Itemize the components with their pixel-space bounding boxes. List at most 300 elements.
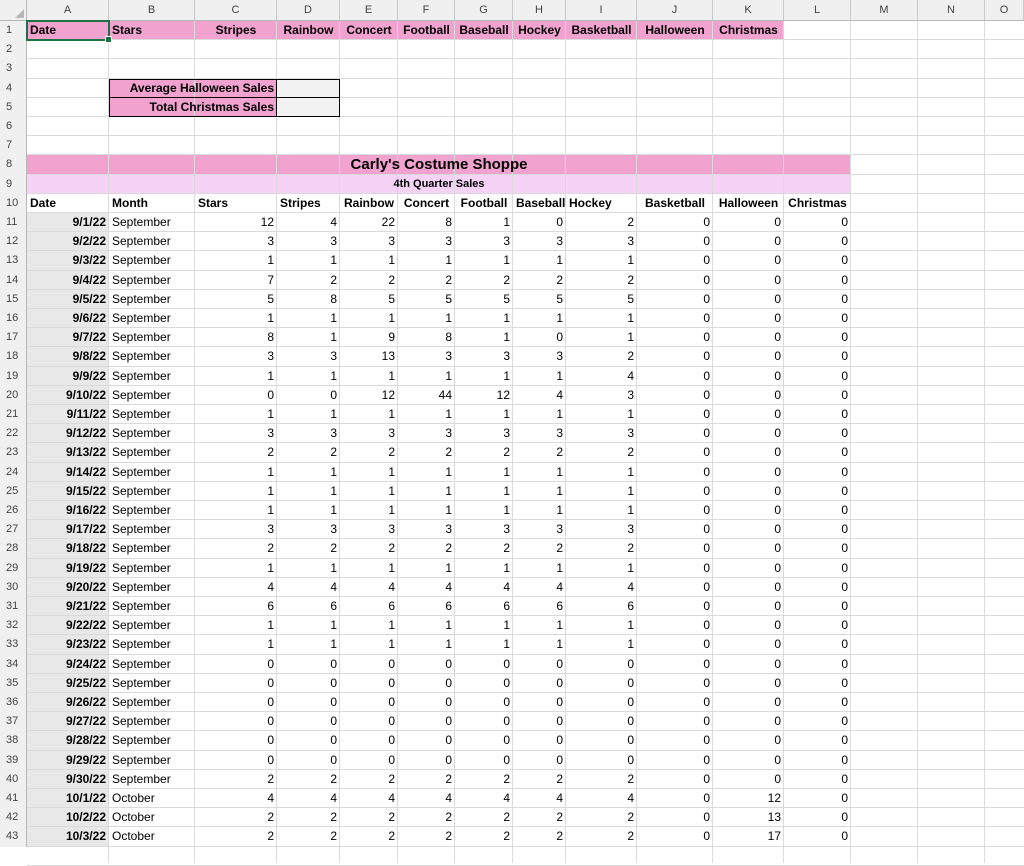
value-cell[interactable]: 3 (267, 522, 274, 537)
value-cell[interactable]: 8 (445, 330, 452, 345)
value-cell[interactable]: 1 (503, 560, 510, 575)
month-cell[interactable]: September (112, 733, 171, 748)
date-cell[interactable]: 9/9/22 (72, 368, 106, 383)
row1-header-cell[interactable]: Concert (346, 23, 392, 37)
value-cell[interactable]: 0 (703, 503, 710, 517)
value-cell[interactable]: 0 (841, 771, 848, 786)
value-cell[interactable]: 3 (445, 349, 452, 364)
row-header-23[interactable]: 23 (0, 443, 27, 462)
row-header-34[interactable]: 34 (0, 655, 27, 674)
value-cell[interactable]: 1 (627, 330, 634, 345)
value-cell[interactable]: 5 (267, 291, 274, 306)
value-cell[interactable]: 0 (703, 483, 710, 498)
month-cell[interactable]: September (112, 234, 171, 249)
date-cell[interactable]: 9/21/22 (65, 599, 106, 613)
value-cell[interactable]: 1 (388, 464, 395, 479)
value-cell[interactable]: 0 (774, 695, 781, 709)
row-header-3[interactable]: 3 (0, 59, 27, 78)
value-cell[interactable]: 12 (767, 791, 781, 805)
value-cell[interactable]: 1 (267, 503, 274, 517)
value-cell[interactable]: 1 (445, 560, 452, 575)
value-cell[interactable]: 4 (330, 791, 337, 805)
value-cell[interactable]: 0 (445, 714, 452, 729)
table-header-cell[interactable]: Baseball (516, 195, 566, 210)
value-cell[interactable]: 0 (703, 829, 710, 844)
value-cell[interactable]: 1 (556, 407, 563, 421)
row-header-39[interactable]: 39 (0, 751, 27, 770)
value-cell[interactable]: 2 (503, 771, 510, 786)
month-cell[interactable]: September (112, 330, 171, 345)
value-cell[interactable]: 2 (445, 272, 452, 287)
month-cell[interactable]: October (112, 829, 155, 844)
value-cell[interactable]: 1 (627, 407, 634, 421)
value-cell[interactable]: 0 (330, 695, 337, 709)
row-header-40[interactable]: 40 (0, 770, 27, 789)
month-cell[interactable]: September (112, 426, 171, 441)
value-cell[interactable]: 1 (267, 637, 274, 652)
value-cell[interactable]: 0 (267, 675, 274, 690)
value-cell[interactable]: 2 (627, 215, 634, 229)
column-header-c[interactable]: C (195, 0, 277, 21)
value-cell[interactable]: 3 (445, 426, 452, 441)
value-cell[interactable]: 2 (503, 810, 510, 825)
value-cell[interactable]: 0 (774, 714, 781, 729)
row-header-33[interactable]: 33 (0, 635, 27, 654)
value-cell[interactable]: 8 (267, 330, 274, 345)
month-cell[interactable]: September (112, 695, 171, 709)
value-cell[interactable]: 0 (841, 387, 848, 402)
value-cell[interactable]: 1 (503, 407, 510, 421)
value-cell[interactable]: 0 (556, 675, 563, 690)
value-cell[interactable]: 0 (774, 752, 781, 767)
value-cell[interactable]: 2 (388, 272, 395, 287)
value-cell[interactable]: 0 (556, 752, 563, 767)
column-header-b[interactable]: B (109, 0, 195, 21)
value-cell[interactable]: 2 (330, 272, 337, 287)
row1-header-cell[interactable]: Baseball (459, 23, 509, 37)
value-cell[interactable]: 2 (330, 829, 337, 844)
row-header-15[interactable]: 15 (0, 290, 27, 309)
value-cell[interactable]: 1 (267, 253, 274, 268)
month-cell[interactable]: September (112, 215, 171, 229)
value-cell[interactable]: 0 (388, 656, 395, 671)
value-cell[interactable]: 0 (267, 733, 274, 748)
value-cell[interactable]: 3 (556, 349, 563, 364)
date-cell[interactable]: 10/1/22 (65, 791, 106, 805)
value-cell[interactable]: 0 (330, 752, 337, 767)
date-cell[interactable]: 9/17/22 (65, 522, 106, 537)
value-cell[interactable]: 1 (627, 311, 634, 325)
value-cell[interactable]: 0 (841, 503, 848, 517)
value-cell[interactable]: 0 (774, 522, 781, 537)
value-cell[interactable]: 2 (330, 541, 337, 556)
value-cell[interactable]: 2 (330, 810, 337, 825)
date-cell[interactable]: 9/24/22 (65, 656, 106, 671)
value-cell[interactable]: 0 (388, 714, 395, 729)
row-header-25[interactable]: 25 (0, 482, 27, 501)
row1-header-cell[interactable]: Hockey (518, 23, 561, 37)
month-cell[interactable]: September (112, 503, 171, 517)
value-cell[interactable]: 1 (330, 330, 337, 345)
row1-header-cell[interactable]: Stripes (215, 23, 257, 37)
column-header-o[interactable]: O (985, 0, 1024, 21)
value-cell[interactable]: 0 (841, 637, 848, 652)
fill-handle[interactable] (105, 36, 112, 43)
value-cell[interactable]: 2 (627, 349, 634, 364)
value-cell[interactable]: 1 (388, 253, 395, 268)
value-cell[interactable]: 0 (445, 733, 452, 748)
value-cell[interactable]: 0 (841, 675, 848, 690)
month-cell[interactable]: September (112, 656, 171, 671)
value-cell[interactable]: 2 (627, 810, 634, 825)
value-cell[interactable]: 1 (330, 483, 337, 498)
column-header-j[interactable]: J (637, 0, 713, 21)
row-header-10[interactable]: 10 (0, 194, 27, 213)
table-header-cell[interactable]: Concert (403, 195, 450, 210)
value-cell[interactable]: 1 (388, 637, 395, 652)
value-cell[interactable]: 3 (445, 522, 452, 537)
value-cell[interactable]: 5 (627, 291, 634, 306)
value-cell[interactable]: 8 (330, 291, 337, 306)
value-cell[interactable]: 1 (627, 253, 634, 268)
value-cell[interactable]: 6 (267, 599, 274, 613)
row1-header-cell[interactable]: Football (403, 23, 450, 37)
value-cell[interactable]: 0 (841, 752, 848, 767)
value-cell[interactable]: 8 (445, 215, 452, 229)
value-cell[interactable]: 0 (627, 675, 634, 690)
month-cell[interactable]: September (112, 464, 171, 479)
row1-header-cell[interactable]: Halloween (645, 23, 705, 37)
value-cell[interactable]: 1 (503, 483, 510, 498)
date-cell[interactable]: 9/19/22 (65, 560, 106, 575)
row-header-41[interactable]: 41 (0, 789, 27, 808)
table-header-cell[interactable]: Christmas (788, 195, 847, 210)
date-cell[interactable]: 9/25/22 (65, 675, 106, 690)
month-cell[interactable]: September (112, 272, 171, 287)
date-cell[interactable]: 9/30/22 (65, 771, 106, 786)
value-cell[interactable]: 3 (627, 426, 634, 441)
column-header-a[interactable]: A (27, 0, 109, 21)
value-cell[interactable]: 0 (267, 387, 274, 402)
value-cell[interactable]: 0 (330, 387, 337, 402)
value-cell[interactable]: 0 (556, 656, 563, 671)
value-cell[interactable]: 0 (556, 215, 563, 229)
value-cell[interactable]: 1 (556, 637, 563, 652)
value-cell[interactable]: 1 (388, 483, 395, 498)
value-cell[interactable]: 0 (703, 579, 710, 594)
value-cell[interactable]: 2 (388, 810, 395, 825)
value-cell[interactable]: 0 (774, 253, 781, 268)
value-cell[interactable]: 1 (330, 560, 337, 575)
value-cell[interactable]: 3 (330, 349, 337, 364)
value-cell[interactable]: 0 (267, 752, 274, 767)
value-cell[interactable]: 1 (503, 503, 510, 517)
month-cell[interactable]: September (112, 675, 171, 690)
value-cell[interactable]: 0 (503, 733, 510, 748)
value-cell[interactable]: 0 (841, 579, 848, 594)
value-cell[interactable]: 2 (388, 541, 395, 556)
value-cell[interactable]: 0 (774, 560, 781, 575)
value-cell[interactable]: 0 (388, 675, 395, 690)
value-cell[interactable]: 0 (267, 656, 274, 671)
value-cell[interactable]: 0 (774, 311, 781, 325)
value-cell[interactable]: 3 (556, 522, 563, 537)
value-cell[interactable]: 0 (267, 714, 274, 729)
value-cell[interactable]: 1 (445, 503, 452, 517)
value-cell[interactable]: 2 (556, 541, 563, 556)
value-cell[interactable]: 0 (503, 714, 510, 729)
value-cell[interactable]: 1 (556, 618, 563, 633)
value-cell[interactable]: 2 (267, 829, 274, 844)
date-cell[interactable]: 10/2/22 (65, 810, 106, 825)
row-header-26[interactable]: 26 (0, 501, 27, 520)
value-cell[interactable]: 0 (627, 695, 634, 709)
value-cell[interactable]: 2 (445, 810, 452, 825)
value-cell[interactable]: 0 (703, 387, 710, 402)
value-cell[interactable]: 0 (774, 771, 781, 786)
date-cell[interactable]: 9/6/22 (72, 311, 106, 325)
value-cell[interactable]: 3 (503, 522, 510, 537)
value-cell[interactable]: 0 (330, 675, 337, 690)
value-cell[interactable]: 0 (841, 656, 848, 671)
column-header-k[interactable]: K (713, 0, 784, 21)
value-cell[interactable]: 4 (556, 387, 563, 402)
value-cell[interactable]: 0 (267, 695, 274, 709)
value-cell[interactable]: 0 (556, 695, 563, 709)
value-cell[interactable]: 1 (445, 368, 452, 383)
value-cell[interactable]: 0 (703, 330, 710, 345)
value-cell[interactable]: 0 (388, 752, 395, 767)
value-cell[interactable]: 0 (774, 407, 781, 421)
month-cell[interactable]: September (112, 560, 171, 575)
row1-header-cell[interactable]: Date (30, 23, 57, 37)
value-cell[interactable]: 0 (703, 791, 710, 805)
value-cell[interactable]: 0 (627, 733, 634, 748)
value-cell[interactable]: 0 (703, 541, 710, 556)
value-cell[interactable]: 0 (703, 618, 710, 633)
row-header-11[interactable]: 11 (0, 213, 27, 232)
row1-header-cell[interactable]: Rainbow (283, 23, 334, 37)
row-header-16[interactable]: 16 (0, 309, 27, 328)
date-cell[interactable]: 9/26/22 (65, 695, 106, 709)
value-cell[interactable]: 0 (774, 541, 781, 556)
value-cell[interactable]: 0 (330, 714, 337, 729)
row1-header-cell[interactable]: Stars (112, 23, 143, 37)
value-cell[interactable]: 5 (503, 291, 510, 306)
column-header-n[interactable]: N (918, 0, 985, 21)
value-cell[interactable]: 22 (381, 215, 395, 229)
value-cell[interactable]: 0 (841, 215, 848, 229)
value-cell[interactable]: 0 (703, 311, 710, 325)
value-cell[interactable]: 0 (703, 695, 710, 709)
row-header-38[interactable]: 38 (0, 731, 27, 750)
value-cell[interactable]: 1 (445, 618, 452, 633)
row-header-30[interactable]: 30 (0, 578, 27, 597)
value-cell[interactable]: 3 (445, 234, 452, 249)
row-header-13[interactable]: 13 (0, 251, 27, 270)
value-cell[interactable]: 4 (445, 791, 452, 805)
table-header-cell[interactable]: Basketball (644, 195, 706, 210)
value-cell[interactable]: 1 (503, 330, 510, 345)
value-cell[interactable]: 0 (703, 272, 710, 287)
value-cell[interactable]: 3 (267, 426, 274, 441)
value-cell[interactable]: 0 (841, 368, 848, 383)
value-cell[interactable]: 2 (556, 272, 563, 287)
month-cell[interactable]: September (112, 541, 171, 556)
value-cell[interactable]: 0 (841, 829, 848, 844)
value-cell[interactable]: 0 (627, 714, 634, 729)
column-header-m[interactable]: M (851, 0, 918, 21)
value-cell[interactable]: 0 (841, 272, 848, 287)
value-cell[interactable]: 0 (774, 330, 781, 345)
value-cell[interactable]: 1 (627, 618, 634, 633)
value-cell[interactable]: 1 (503, 464, 510, 479)
row1-header-cell[interactable]: Basketball (571, 23, 632, 37)
value-cell[interactable]: 4 (330, 579, 337, 594)
value-cell[interactable]: 1 (330, 253, 337, 268)
value-cell[interactable]: 2 (445, 445, 452, 460)
value-cell[interactable]: 5 (556, 291, 563, 306)
value-cell[interactable]: 0 (503, 752, 510, 767)
month-cell[interactable]: October (112, 810, 155, 825)
value-cell[interactable]: 0 (774, 445, 781, 460)
value-cell[interactable]: 13 (381, 349, 395, 364)
month-cell[interactable]: September (112, 752, 171, 767)
row-header-4[interactable]: 4 (0, 79, 27, 98)
value-cell[interactable]: 1 (267, 618, 274, 633)
row-header-36[interactable]: 36 (0, 693, 27, 712)
value-cell[interactable]: 2 (445, 771, 452, 786)
date-cell[interactable]: 9/10/22 (65, 387, 106, 402)
value-cell[interactable]: 4 (556, 579, 563, 594)
row1-header-cell[interactable]: Christmas (719, 23, 778, 37)
value-cell[interactable]: 1 (627, 483, 634, 498)
value-cell[interactable]: 6 (627, 599, 634, 613)
value-cell[interactable]: 3 (503, 234, 510, 249)
value-cell[interactable]: 4 (445, 579, 452, 594)
value-cell[interactable]: 1 (556, 503, 563, 517)
column-header-g[interactable]: G (455, 0, 513, 21)
row-header-2[interactable]: 2 (0, 40, 27, 59)
value-cell[interactable]: 6 (388, 599, 395, 613)
value-cell[interactable]: 0 (703, 675, 710, 690)
value-cell[interactable]: 4 (330, 215, 337, 229)
value-cell[interactable]: 0 (703, 426, 710, 441)
value-cell[interactable]: 1 (267, 464, 274, 479)
value-cell[interactable]: 1 (388, 560, 395, 575)
value-cell[interactable]: 0 (841, 330, 848, 345)
date-cell[interactable]: 9/13/22 (65, 445, 106, 460)
table-header-cell[interactable]: Football (460, 195, 508, 210)
value-cell[interactable]: 2 (330, 445, 337, 460)
value-cell[interactable]: 1 (445, 253, 452, 268)
value-cell[interactable]: 0 (703, 771, 710, 786)
value-cell[interactable]: 0 (774, 637, 781, 652)
date-cell[interactable]: 9/23/22 (65, 637, 106, 652)
value-cell[interactable]: 1 (445, 483, 452, 498)
value-cell[interactable]: 0 (841, 522, 848, 537)
value-cell[interactable]: 3 (330, 426, 337, 441)
value-cell[interactable]: 0 (556, 714, 563, 729)
row-header-32[interactable]: 32 (0, 616, 27, 635)
value-cell[interactable]: 2 (556, 810, 563, 825)
value-cell[interactable]: 12 (496, 387, 510, 402)
value-cell[interactable]: 2 (388, 771, 395, 786)
month-cell[interactable]: September (112, 387, 171, 402)
table-header-cell[interactable]: Month (112, 195, 148, 210)
row-header-31[interactable]: 31 (0, 597, 27, 616)
value-cell[interactable]: 1 (556, 368, 563, 383)
value-cell[interactable]: 1 (388, 503, 395, 517)
value-cell[interactable]: 1 (556, 253, 563, 268)
value-cell[interactable]: 1 (388, 311, 395, 325)
row-header-28[interactable]: 28 (0, 539, 27, 558)
value-cell[interactable]: 2 (503, 829, 510, 844)
value-cell[interactable]: 0 (556, 330, 563, 345)
value-cell[interactable]: 0 (841, 541, 848, 556)
value-cell[interactable]: 0 (841, 311, 848, 325)
value-cell[interactable]: 1 (445, 637, 452, 652)
value-cell[interactable]: 0 (774, 618, 781, 633)
value-cell[interactable]: 1 (388, 368, 395, 383)
date-cell[interactable]: 9/16/22 (65, 503, 106, 517)
value-cell[interactable]: 3 (388, 426, 395, 441)
row-header-17[interactable]: 17 (0, 328, 27, 347)
value-cell[interactable]: 2 (445, 541, 452, 556)
value-cell[interactable]: 1 (445, 464, 452, 479)
value-cell[interactable]: 2 (627, 829, 634, 844)
value-cell[interactable]: 6 (503, 599, 510, 613)
month-cell[interactable]: October (112, 791, 155, 805)
value-cell[interactable]: 0 (703, 215, 710, 229)
value-cell[interactable]: 0 (503, 656, 510, 671)
value-cell[interactable]: 44 (438, 387, 452, 402)
date-cell[interactable]: 9/12/22 (65, 426, 106, 441)
value-cell[interactable]: 1 (503, 311, 510, 325)
value-cell[interactable]: 7 (267, 272, 274, 287)
value-cell[interactable]: 0 (774, 215, 781, 229)
value-cell[interactable]: 0 (841, 253, 848, 268)
column-header-d[interactable]: D (277, 0, 340, 21)
value-cell[interactable]: 0 (841, 599, 848, 613)
value-cell[interactable]: 4 (627, 791, 634, 805)
value-cell[interactable]: 2 (330, 771, 337, 786)
row-header-20[interactable]: 20 (0, 386, 27, 405)
value-cell[interactable]: 0 (703, 291, 710, 306)
value-cell[interactable]: 0 (841, 695, 848, 709)
value-cell[interactable]: 0 (841, 349, 848, 364)
value-cell[interactable]: 0 (445, 675, 452, 690)
value-cell[interactable]: 12 (381, 387, 395, 402)
date-cell[interactable]: 9/22/22 (65, 618, 106, 633)
value-cell[interactable]: 4 (627, 579, 634, 594)
value-cell[interactable]: 0 (627, 752, 634, 767)
value-cell[interactable]: 3 (556, 426, 563, 441)
value-cell[interactable]: 1 (556, 311, 563, 325)
column-header-e[interactable]: E (340, 0, 398, 21)
month-cell[interactable]: September (112, 349, 171, 364)
date-cell[interactable]: 9/8/22 (72, 349, 106, 364)
value-cell[interactable]: 0 (388, 733, 395, 748)
active-cell-selection[interactable] (26, 20, 110, 41)
date-cell[interactable]: 9/27/22 (65, 714, 106, 729)
value-cell[interactable]: 0 (774, 291, 781, 306)
table-header-cell[interactable]: Date (30, 195, 57, 210)
date-cell[interactable]: 10/3/22 (65, 829, 106, 844)
value-cell[interactable]: 12 (260, 215, 274, 229)
value-cell[interactable]: 13 (767, 810, 781, 825)
value-cell[interactable]: 3 (330, 522, 337, 537)
